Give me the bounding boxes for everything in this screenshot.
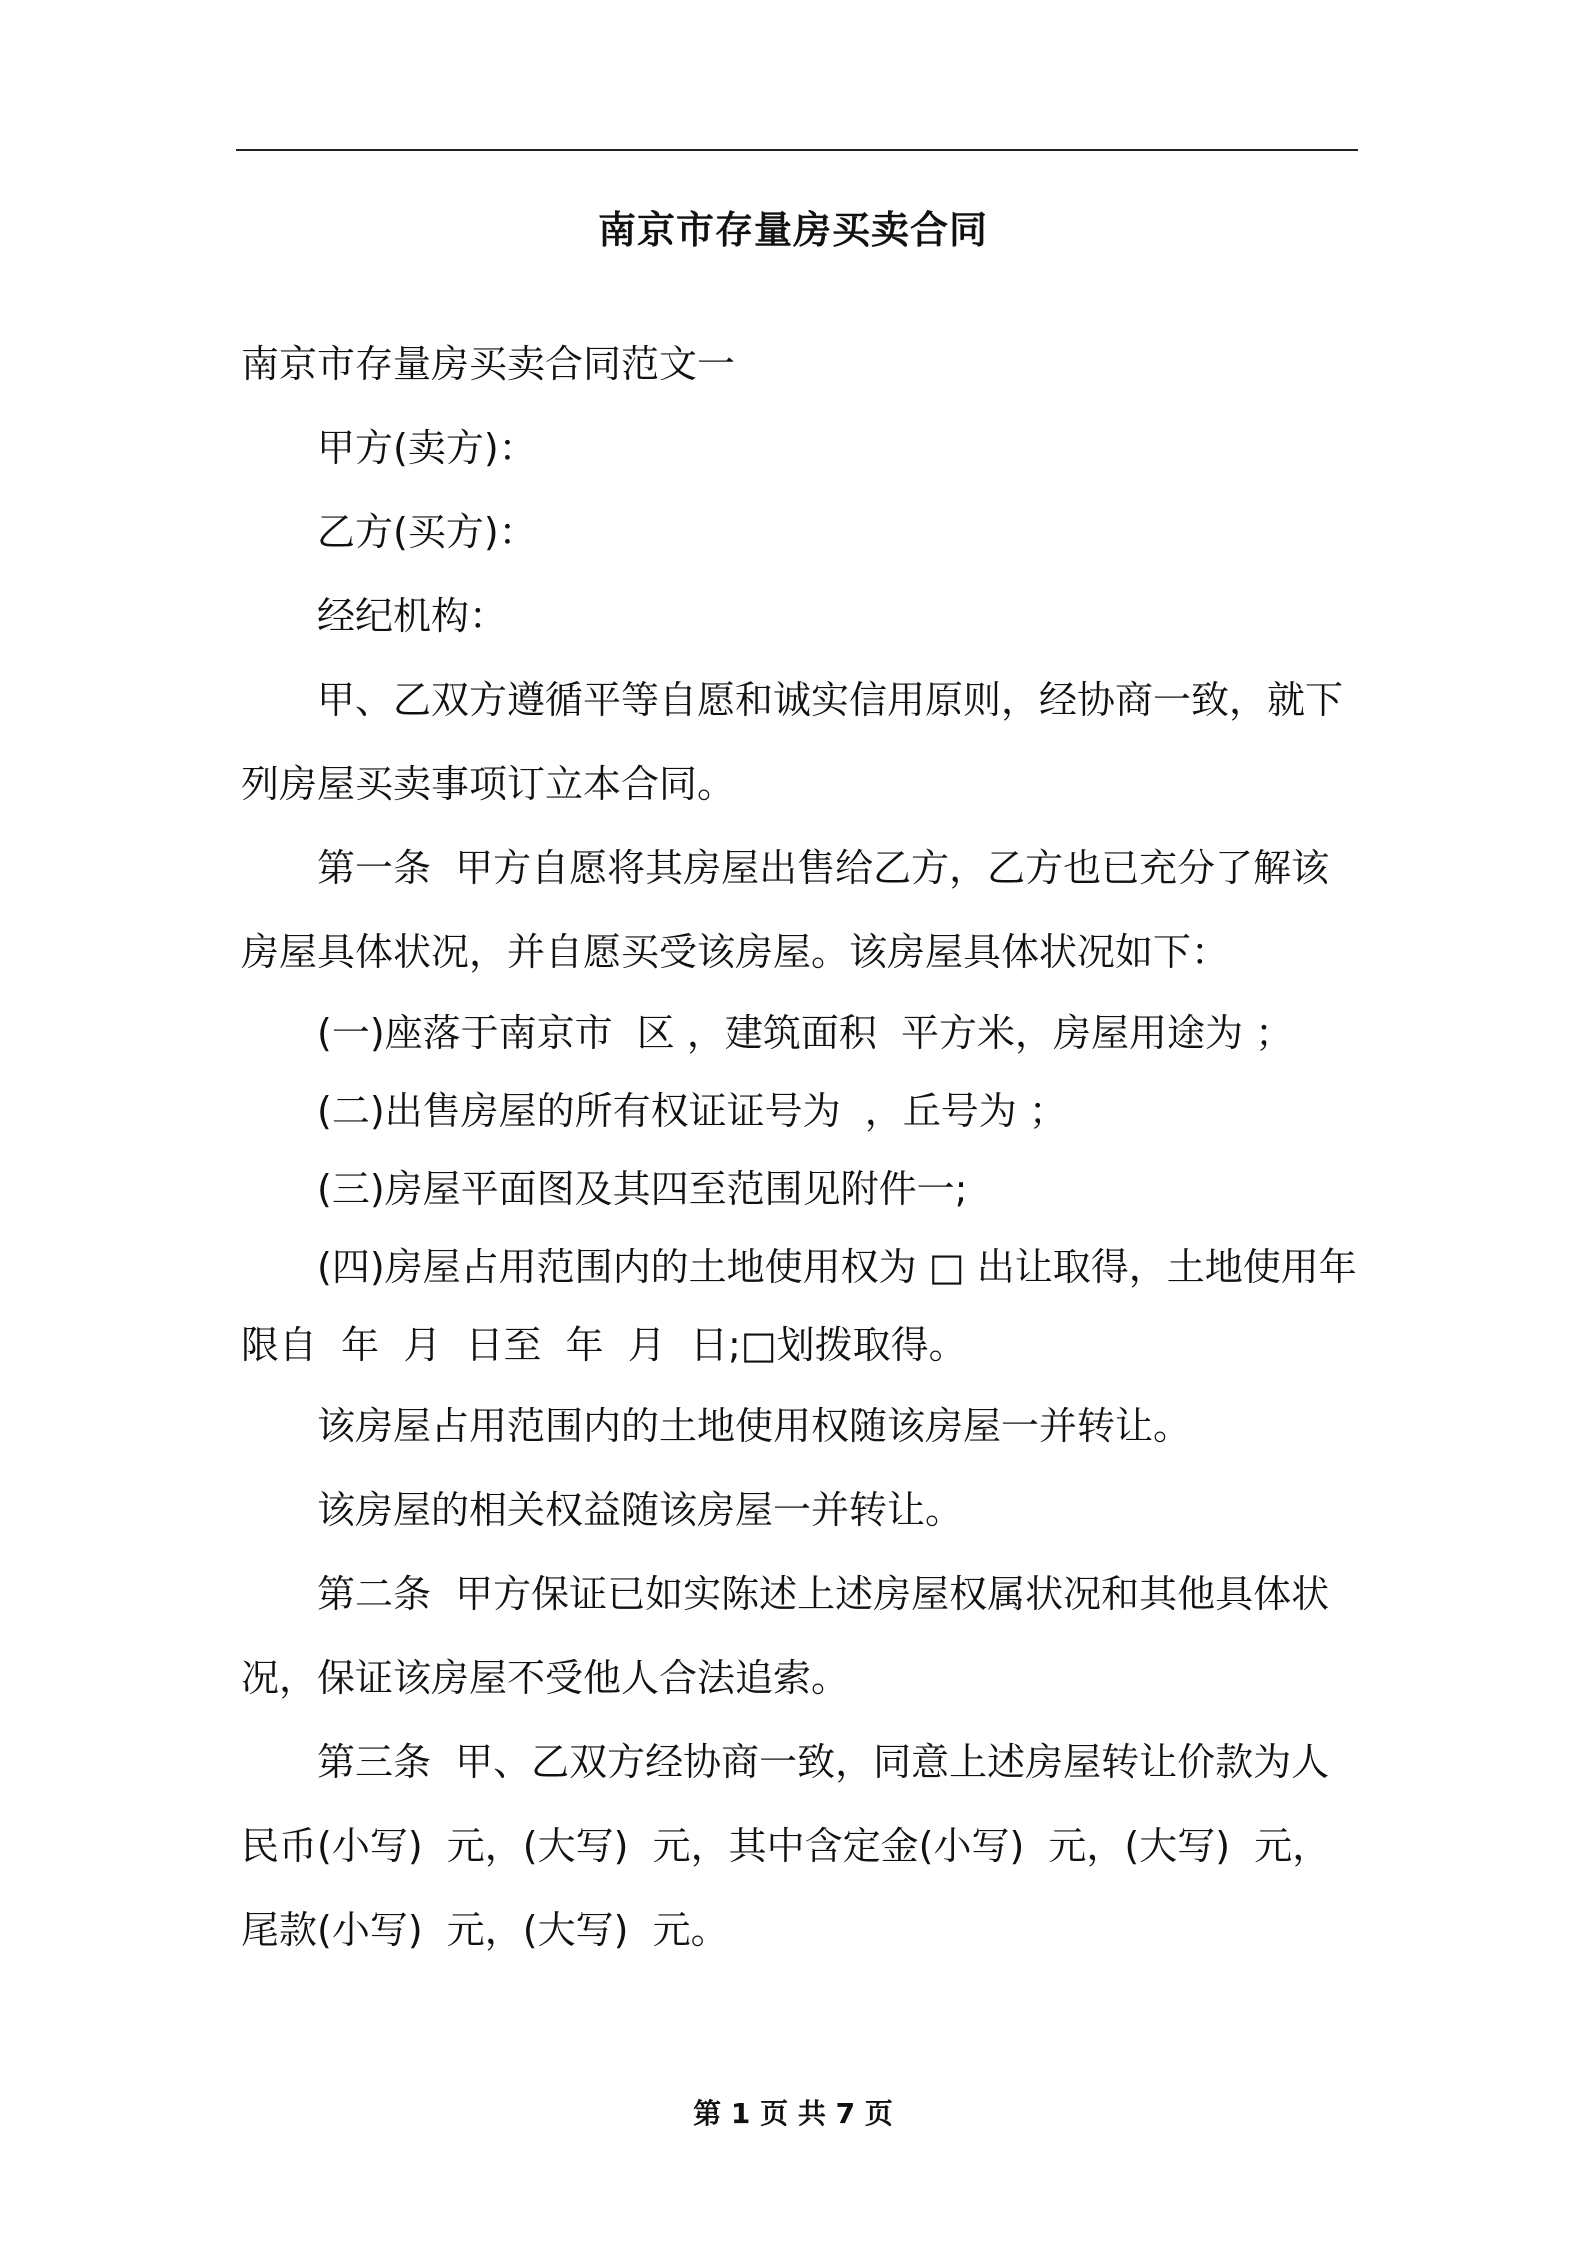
paragraph-article-3: 第三条 甲、乙双方经协商一致，同意上述房屋转让价款为人民币(小写) 元，(大写) 元，其中含定金(小写) 元，(大写) 元，尾款(小写) 元，(大写) 元。 [241,1740,1331,1952]
document-body [241,322,1361,1972]
paragraph-land-rights: 该房屋占用范围内的土地使用权随该房屋一并转让。 [317,1404,1192,1448]
document-title: 南京市存量房买卖合同 [597,208,988,252]
paragraph-preamble: 甲、乙双方遵循平等自愿和诚实信用原则，经协商一致，就下列房屋买卖事项订立本合同。 [241,678,1344,806]
paragraph-agency: 经纪机构： [317,594,508,638]
page-footer: 第 1 页 共 7 页 [693,2097,893,2130]
paragraph-party-b: 乙方(买方)： [317,510,537,554]
paragraph-heading: 南京市存量房买卖合同范文一 [241,342,736,386]
paragraph-item-1: (一)座落于南京市 区 ，建筑面积 平方米，房屋用途为 ； [317,1011,1294,1055]
paragraph-item-4: (四)房屋占用范围内的土地使用权为 □ 出让取得，土地使用年限自 年 月 日至 年 月 日;□划拨取得。 [241,1245,1357,1367]
header-rule [236,149,1358,151]
paragraph-article-1: 第一条 甲方自愿将其房屋出售给乙方，乙方也已充分了解该房屋具体状况，并自愿买受该房屋。该房屋具体状况如下： [241,846,1330,974]
paragraph-item-2: (二)出售房屋的所有权证证号为 ，丘号为 ； [317,1089,1067,1133]
paragraph-item-3: (三)房屋平面图及其四至范围见附件一; [317,1167,968,1211]
paragraph-related-rights: 该房屋的相关权益随该房屋一并转让。 [317,1488,964,1532]
paragraph-party-a: 甲方(卖方)： [317,426,537,470]
paragraph-article-2: 第二条 甲方保证已如实陈述上述房屋权属状况和其他具体状况，保证该房屋不受他人合法追索。 [241,1572,1330,1700]
